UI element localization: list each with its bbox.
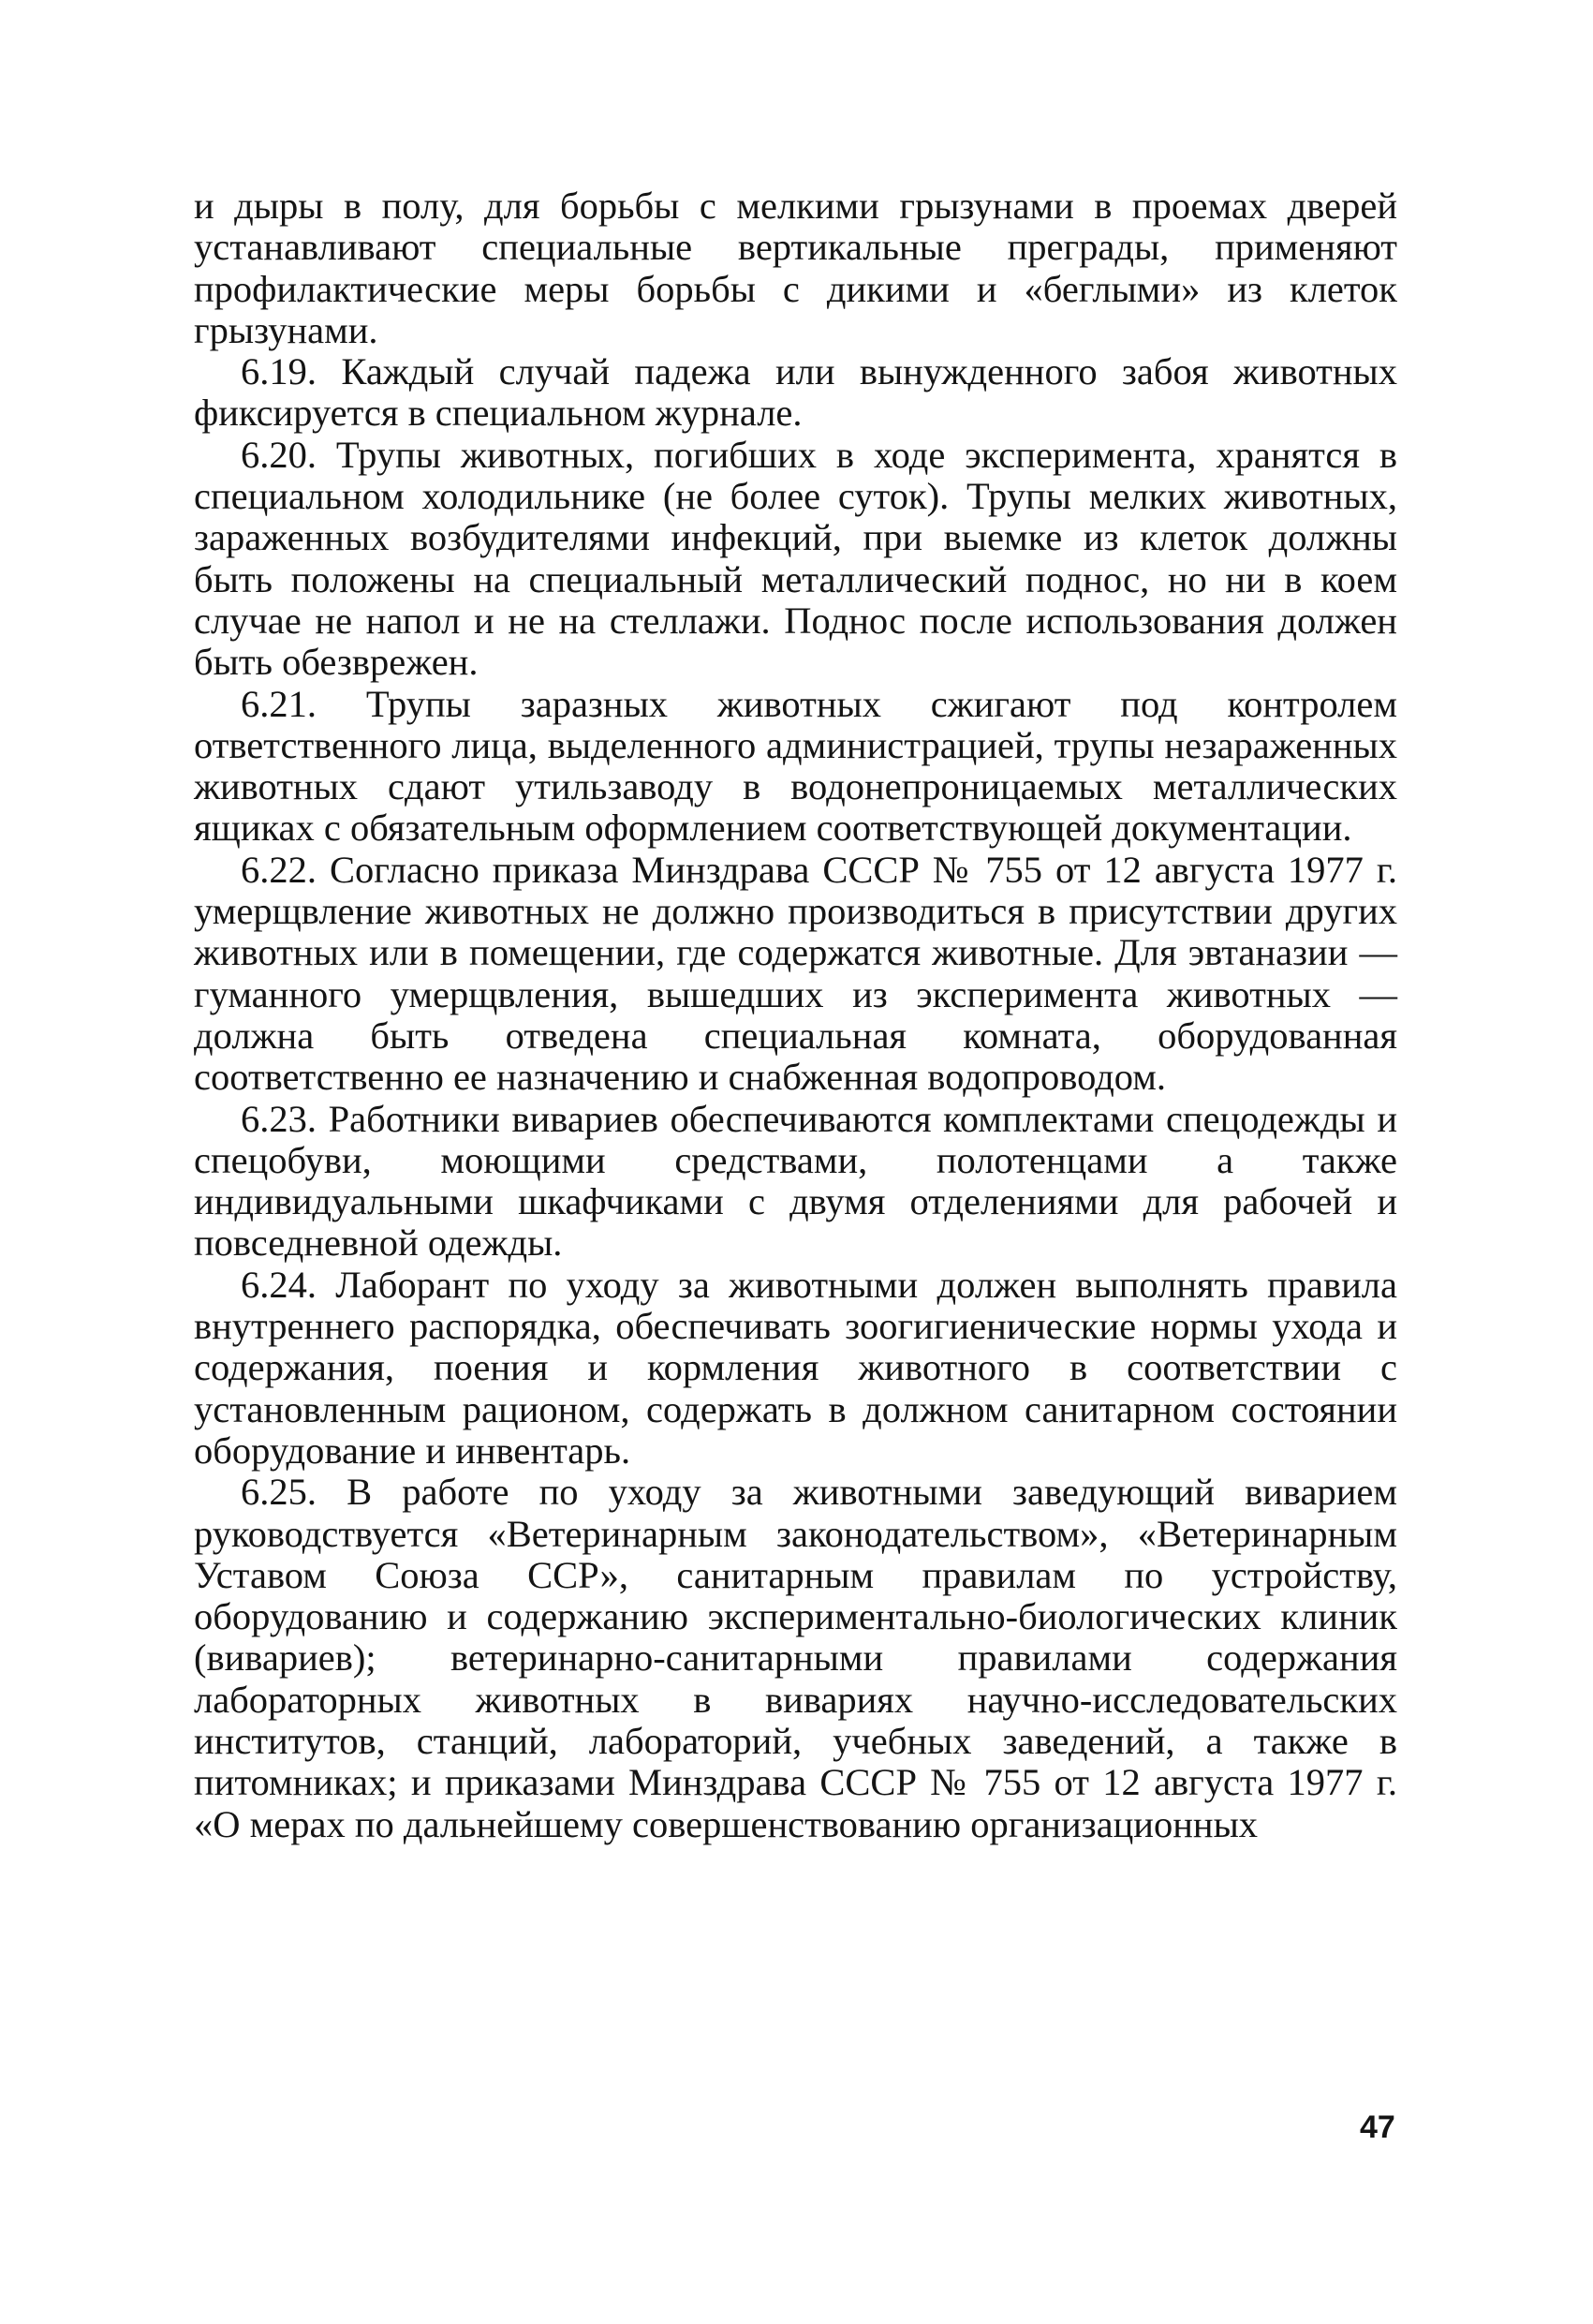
paragraph-6-19: 6.19. Каждый случай падежа или вынужденного забоя животных фиксируется в специальном журнале. [194,350,1397,435]
paragraph-6-23: 6.23. Работники вивариев обеспечиваются комплектами спецодежды и спецобуви, моющими средствами, полотенцами а также индивидуальными шкафчиками с двумя отделениями для рабочей и повседневной одежды. [194,1097,1397,1265]
page-number: 47 [1360,2109,1395,2145]
paragraph-6-21: 6.21. Трупы заразных животных сжигают под контролем ответственного лица, выделенного администрацией, трупы незараженных животных сдают утильзаводу в водонепроницаемых металлических ящиках с обязательным оформлением соответствующей документации. [194,682,1397,850]
paragraph-6-25: 6.25. В работе по уходу за животными заведующий виварием руководствуется «Ветеринарным законодательством», «Ветеринарным Уставом Союза ССР», санитарным правилам по устройству, оборудованию и содержанию экспериментально-биологических клиник (вивариев); ветеринарно-санитарными правилами содержания лабораторных животных в вивариях научно-исследовательских институтов, станций, лабораторий, учебных заведений, а также в питомниках; и приказами Минздрава СССР № 755 от 12 августа 1977 г. «О мерах по дальнейшему совершенствованию организационных [194,1471,1397,1845]
body-text [194,185,1397,1845]
paragraph-continuation: и дыры в полу, для борьбы с мелкими грызунами в проемах дверей устанавливают специальные вертикальные преграды, применяют профилактические меры борьбы с дикими и «беглыми» из клеток грызунами. [194,185,1397,351]
paragraph-6-20: 6.20. Трупы животных, погибших в ходе эксперимента, хранятся в специальном холодильнике (не более суток). Трупы мелких животных, зараженных возбудителями инфекций, при выемке из клеток должны быть положены на специальный металлический поднос, но ни в коем случае не напол и не на стеллажи. Поднос после использования должен быть обезврежен. [194,433,1397,684]
paragraph-6-24: 6.24. Лаборант по уходу за животными должен выполнять правила внутреннего распорядка, обеспечивать зоогигиенические нормы ухода и содержания, поения и кормления животного в соответствии с установленным рационом, содержать в должном санитарном состоянии оборудование и инвентарь. [194,1263,1397,1472]
paragraph-6-22: 6.22. Согласно приказа Минздрава СССР № 755 от 12 августа 1977 г. умерщвление животных не должно производиться в присутствии других животных или в помещении, где содержатся животные. Для эвтаназии — гуманного умерщвления, вышедших из эксперимента животных — должна быть отведена специальная комната, оборудованная соответственно ее назначению и снабженная водопроводом. [194,848,1397,1099]
